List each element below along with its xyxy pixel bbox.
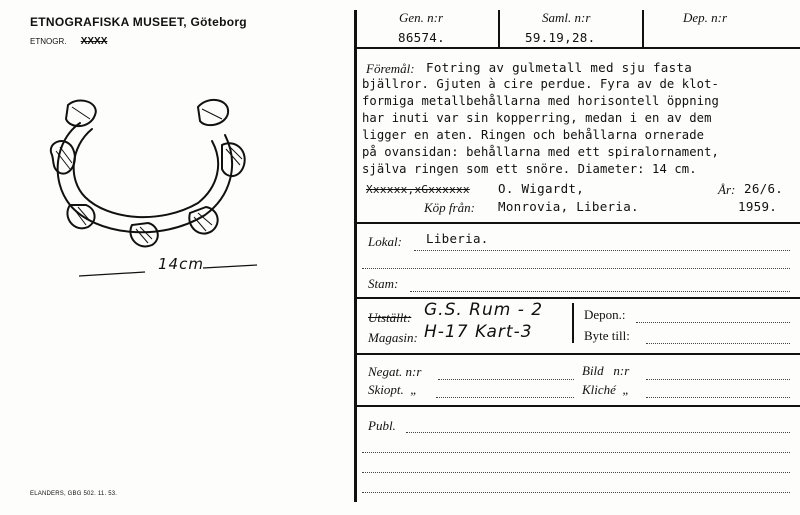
header-separator-1 (498, 10, 500, 47)
foremal-label: Föremål: (366, 61, 415, 76)
publ-dots-4 (362, 492, 790, 493)
museum-title: ETNOGRAFISKA MUSEET, Göteborg (30, 15, 247, 29)
lokal-dots-2 (362, 268, 790, 269)
negat-label: Negat. n:r (368, 364, 422, 379)
header-rule (356, 47, 800, 49)
museum-subtitle (30, 36, 107, 47)
bild-dots (646, 379, 790, 380)
utstallt-label: Utställt: (368, 310, 412, 325)
lokal-dots (414, 250, 790, 251)
foremal-rule (356, 222, 800, 224)
stam-dots (410, 291, 790, 292)
foremal-line-2: bjällror. Gjuten à cire perdue. Fyra av de klot- (362, 77, 719, 91)
stam-rule (356, 297, 800, 299)
skiopt-rule (356, 405, 800, 407)
foremal-line-4: har inuti var sin kopperring, medan i en av dem (362, 111, 712, 125)
seller-struck: Xxxxxx,xGxxxxxx (366, 183, 470, 196)
publ-dots-3 (362, 472, 790, 473)
struck-code: XXXX (80, 36, 108, 47)
publ-dots-1 (406, 432, 790, 433)
kop-year: 1959. (738, 199, 778, 214)
bild-label: Bild n:r (582, 363, 630, 378)
depon-dots (636, 322, 790, 323)
depon-label: Depon.: (584, 307, 626, 322)
gen-value: 86574. (398, 30, 445, 45)
printer-imprint: ELANDERS, GBG 502. 11. 53. (30, 491, 118, 497)
magasin-value: H-17 Kart-3 (424, 322, 533, 342)
kliche-dots (646, 397, 790, 398)
lokal-label: Lokal: (368, 234, 402, 249)
foremal-line-6: på ovansidan: behållarna med ett spiralornament, (362, 145, 719, 159)
skiopt-dots (436, 397, 574, 398)
header-separator-2 (642, 10, 644, 47)
gen-label: Gen. n:r (399, 10, 444, 25)
kop-label: Köp från: (424, 200, 475, 215)
lokal-value: Liberia. (426, 231, 489, 246)
skiopt-label: Skiopt. „ (368, 382, 418, 397)
stam-label: Stam: (368, 276, 399, 291)
magasin-rule (356, 353, 800, 355)
dep-label: Dep. n:r (683, 10, 728, 25)
ar-label: År: (718, 182, 736, 197)
saml-value: 59.19,28. (525, 30, 596, 45)
utstallt-value: G.S. Rum - 2 (424, 300, 544, 320)
byte-dots (646, 343, 790, 344)
foremal-line-5: ligger en aten. Ringen och behållarna ornerade (362, 128, 705, 142)
kliche-label: Kliché „ (582, 382, 630, 397)
anklet-sketch (40, 85, 260, 285)
etnogr-label: ETNOGR. (30, 37, 67, 46)
publ-dots-2 (362, 452, 790, 453)
ar-value: 26/6. (744, 181, 784, 196)
foremal-line-3: formiga metallbehållarna med horisontell öppning (362, 94, 719, 108)
foremal-line-1: Fotring av gulmetall med sju fasta (426, 60, 693, 75)
seller-name: O. Wigardt, (498, 181, 585, 196)
foremal-line-7: själva ringen som ett snöre. Diameter: 14 cm. (362, 162, 697, 176)
scale-note: 14cm (158, 255, 204, 273)
magasin-bracket (572, 303, 574, 343)
byte-label: Byte till: (584, 328, 630, 343)
card-left-border (354, 10, 357, 502)
publ-label: Publ. (368, 418, 396, 433)
negat-dots (438, 379, 574, 380)
magasin-label: Magasin: (368, 330, 418, 345)
saml-label: Saml. n:r (542, 10, 591, 25)
kop-value: Monrovia, Liberia. (498, 199, 639, 214)
